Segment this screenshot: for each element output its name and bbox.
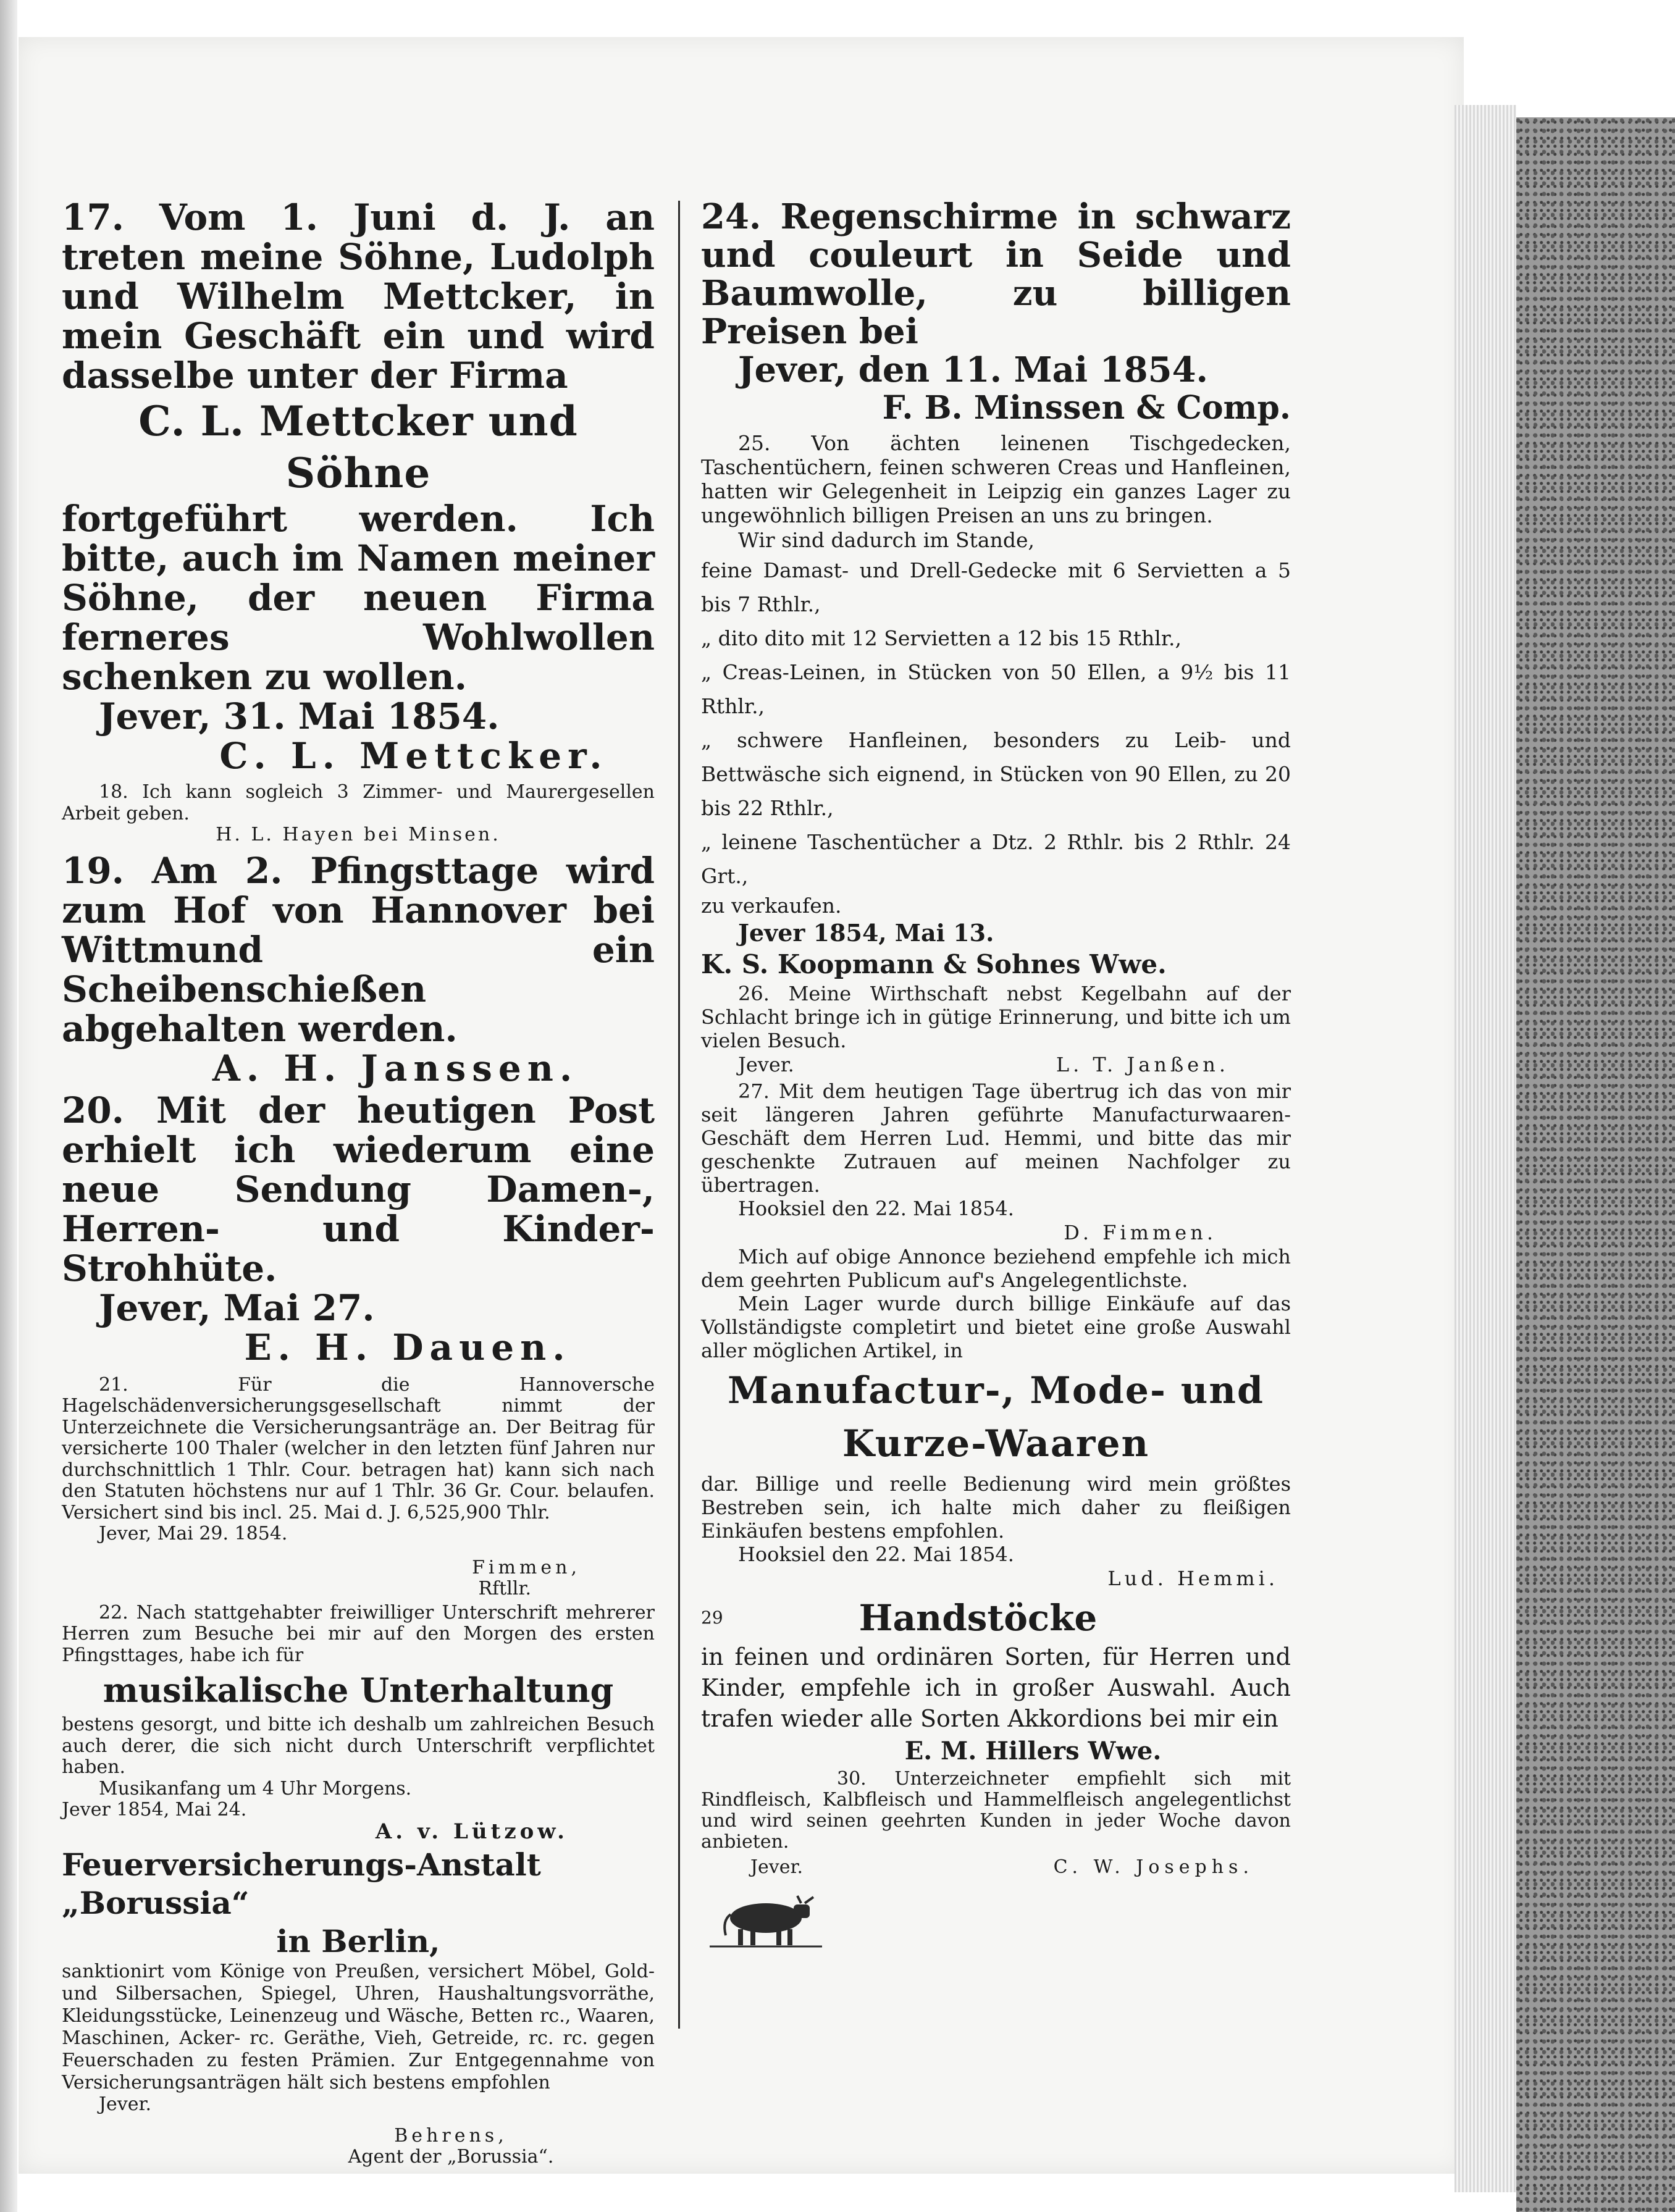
ad-30-place: Jever.: [750, 1856, 804, 1878]
ad-29-number: 29: [701, 1607, 723, 1628]
ad-21: [62, 1375, 655, 1600]
ad-25-intro: Wir sind dadurch im Stande,: [738, 528, 1035, 552]
ad-25-line-1: feine Damast- und Drell-Gedecke mit 6 Servietten a 5 bis 7 Rthlr.,: [701, 558, 1291, 616]
ad-17-signature: C. L. Mettcker.: [219, 735, 608, 777]
ad-18-text: 18. Ich kann sogleich 3 Zimmer- und Maurergesellen Arbeit geben.: [62, 781, 655, 824]
ad-21-date: Jever, Mai 29. 1854.: [99, 1523, 288, 1544]
ad-22-start: Musikanfang um 4 Uhr Morgens.: [99, 1777, 412, 1799]
ad-23: [62, 1846, 655, 2168]
ad-30-text: 30. Unterzeichneter empfiehlt sich mit Rindfleisch, Kalbfleisch und Hammelfleisch angelegentlichst und wird seinen geehrten Kunden in jeder Woche davon anbieten.: [701, 1768, 1291, 1853]
book-spine: [0, 0, 17, 2212]
ad-26: [701, 982, 1291, 1077]
ad-20-signature: E. H. Dauen.: [244, 1326, 571, 1368]
ad-21-signature-title: Rftllr.: [478, 1578, 531, 1599]
ad-25-line-4: „ schwere Hanfleinen, besonders zu Leib- und Bettwäsche sich eignend, in Stücken von 90 Ellen, zu 20 bis 22 Rthlr.,: [701, 728, 1291, 820]
ad-27-signature2: Lud. Hemmi.: [1107, 1567, 1278, 1590]
ad-26-signature: L. T. Janßen.: [1056, 1053, 1229, 1076]
ad-19-text: 19. Am 2. Pfingsttage wird zum Hof von Hannover bei Wittmund ein Scheibenschießen abgehalten werden.: [62, 849, 655, 1050]
ad-25-text: 25. Von ächten leinenen Tischgedecken, Taschentüchern, feinen schweren Creas und Hanfleinen, hatten wir Gelegenheit in Leipzig ein ganzes Lager zu ungewöhnlich billigen Preisen an uns zu bringen.: [701, 431, 1291, 527]
ad-26-text: 26. Meine Wirthschaft nebst Kegelbahn auf der Schlacht bringe ich in gütige Erinnerung, und bitte ich um vielen Besuch.: [701, 982, 1291, 1052]
ad-27-headline2: Kurze-Waaren: [842, 1422, 1150, 1465]
ad-23-text: sanktionirt vom Könige von Preußen, versichert Möbel, Gold- und Silbersachen, Spiegel, Uhren, Haushaltungsvorräthe, Kleidungsstücke, Leinenzeug und Wäsche, Betten rc., Waaren, Maschinen, Acker- rc. Geräthe, Vieh, Getreide, rc. rc. gegen Feuerschaden zu festen Prämien. Zur Entgegennahme von Versicherungsanträgen hält sich bestens empfohlen: [62, 1961, 655, 2093]
ad-22-text2: bestens gesorgt, und bitte ich deshalb um zahlreichen Besuch auch derer, die sich nicht durch Unterschrift verpflichtet haben.: [62, 1714, 655, 1778]
ad-27-signature: D. Fimmen.: [1064, 1221, 1217, 1244]
ad-25-signature: K. S. Koopmann & Sohnes Wwe.: [701, 949, 1167, 979]
ad-23-headline1: Feuerversicherungs-Anstalt „Borussia“: [62, 1846, 541, 1921]
ad-24-date: Jever, den 11. Mai 1854.: [738, 350, 1209, 390]
page-edges: [1455, 105, 1516, 2192]
ad-17-text2: fortgeführt werden. Ich bitte, auch im Namen meiner Söhne, der neuen Firma ferneres Wohlwollen schenken zu wollen.: [62, 498, 655, 698]
ad-17: [62, 198, 655, 776]
ad-27-headline1: Manufactur-, Mode- und: [728, 1369, 1264, 1412]
ad-21-text: 21. Für die Hannoversche Hagelschädenversicherungsgesellschaft nimmt der Unterzeichnete die Versicherungsanträge an. Der Beitrag für versicherte 100 Thaler (welcher in den letzten fünf Jahren nur durchschnittlich 1 Thlr. Cour. betragen hat) kann sich nach den Statuten höchstens nur auf 1 Thlr. 36 Gr. Cour. belaufen. Versichert sind bis incl. 25. Mai d. J. 6,525,900 Thlr.: [62, 1373, 655, 1523]
ad-30-signature: C. W. Josephs.: [1053, 1856, 1254, 1878]
right-column: [701, 198, 1291, 1880]
ad-22-text: 22. Nach stattgehabter freiwilliger Unterschrift mehrerer Herren zum Besuche bei mir auf den Morgen des ersten Pfingsttages, habe ich für: [62, 1601, 655, 1666]
ad-27: [701, 1079, 1291, 1591]
ad-23-headline2: in Berlin,: [276, 1923, 440, 1959]
ad-23-signature: Behrens,: [394, 2124, 508, 2147]
ad-19: [62, 851, 655, 1088]
ad-25-line-5: „ leinene Taschentücher a Dtz. 2 Rthlr. bis 2 Rthlr. 24 Grt.,: [701, 830, 1291, 888]
ad-29-signature: E. M. Hillers Wwe.: [904, 1737, 1162, 1766]
ad-19-signature: A. H. Janssen.: [212, 1047, 579, 1089]
ad-27-text: 27. Mit dem heutigen Tage übertrug ich das von mir seit längeren Jahren geführte Manufacturwaaren-Geschäft dem Herren Lud. Hemmi, und bitte das mir geschenkte Zutrauen auf meinen Nachfolger zu übertragen.: [701, 1079, 1291, 1197]
ad-25: [701, 431, 1291, 982]
ad-29-text: in feinen und ordinären Sorten, für Herren und Kinder, empfehle ich in großer Auswahl. Auch trafen wieder alle Sorten Akkordions bei mir ein: [701, 1643, 1291, 1732]
ad-25-outro: zu verkaufen.: [701, 894, 842, 918]
ad-24: [701, 198, 1291, 427]
ox-woodcut-icon: [707, 1883, 825, 1951]
ad-25-price-list: [701, 553, 1291, 893]
ad-20: [62, 1091, 655, 1367]
ad-25-line-3: „ Creas-Leinen, in Stücken von 50 Ellen, a 9½ bis 11 Rthlr.,: [701, 660, 1291, 718]
ad-18: [62, 782, 655, 846]
ad-27-date2: Hooksiel den 22. Mai 1854.: [738, 1543, 1014, 1566]
ad-27-text2: Mich auf obige Annonce beziehend empfehle ich mich dem geehrten Publicum auf's Angelegentlichste.: [701, 1245, 1291, 1292]
ad-21-signature: Fimmen,: [472, 1556, 581, 1578]
ad-22-signature: A. v. Lützow.: [375, 1819, 568, 1844]
left-column: [62, 198, 655, 2168]
ad-26-place: Jever.: [738, 1053, 794, 1076]
ad-23-signature-title: Agent der „Borussia“.: [348, 2146, 554, 2168]
ad-30: [701, 1769, 1291, 1880]
ad-17-date: Jever, 31. Mai 1854.: [99, 695, 500, 737]
ad-23-place: Jever.: [99, 2093, 152, 2115]
ad-22-headline: musikalische Unterhaltung: [103, 1670, 614, 1710]
ad-24-text: 24. Regenschirme in schwarz und couleurt in Seide und Baumwolle, zu billigen Preisen bei: [701, 196, 1291, 352]
ad-20-text: 20. Mit der heutigen Post erhielt ich wiederum eine neue Sendung Damen-, Herren- und Kinder-Strohhüte.: [62, 1089, 655, 1289]
book-cover: [1516, 117, 1675, 2212]
ad-27-date: Hooksiel den 22. Mai 1854.: [738, 1197, 1014, 1220]
ad-17-firm: C. L. Mettcker und Söhne: [138, 397, 578, 497]
ad-27-text3: Mein Lager wurde durch billige Einkäufe auf das Vollständigste completirt und bietet eine große Auswahl aller möglichen Artikel, in: [701, 1292, 1291, 1362]
ad-18-signature: H. L. Hayen bei Minsen.: [216, 824, 501, 845]
ad-17-text: 17. Vom 1. Juni d. J. an treten meine Söhne, Ludolph und Wilhelm Mettcker, in mein Geschäft ein und wird dasselbe unter der Firma: [62, 196, 655, 396]
ad-29-headline: Handstöcke: [858, 1597, 1098, 1639]
ad-22-date: Jever 1854, Mai 24.: [62, 1799, 247, 1820]
column-divider: [678, 201, 680, 2029]
ad-20-date: Jever, Mai 27.: [99, 1286, 375, 1329]
ad-29: [701, 1594, 1291, 1769]
ad-24-signature: F. B. Minssen & Comp.: [882, 389, 1291, 427]
ad-25-line-2: „ dito dito mit 12 Servietten a 12 bis 15 Rthlr.,: [701, 626, 1182, 650]
ad-27-text4: dar. Billige und reelle Bedienung wird mein größtes Bestreben sein, ich halte mich daher zu fleißigen Einkäufen bestens empfohlen.: [701, 1472, 1291, 1543]
ad-25-date: Jever 1854, Mai 13.: [738, 919, 994, 947]
ad-22: [62, 1602, 655, 1843]
